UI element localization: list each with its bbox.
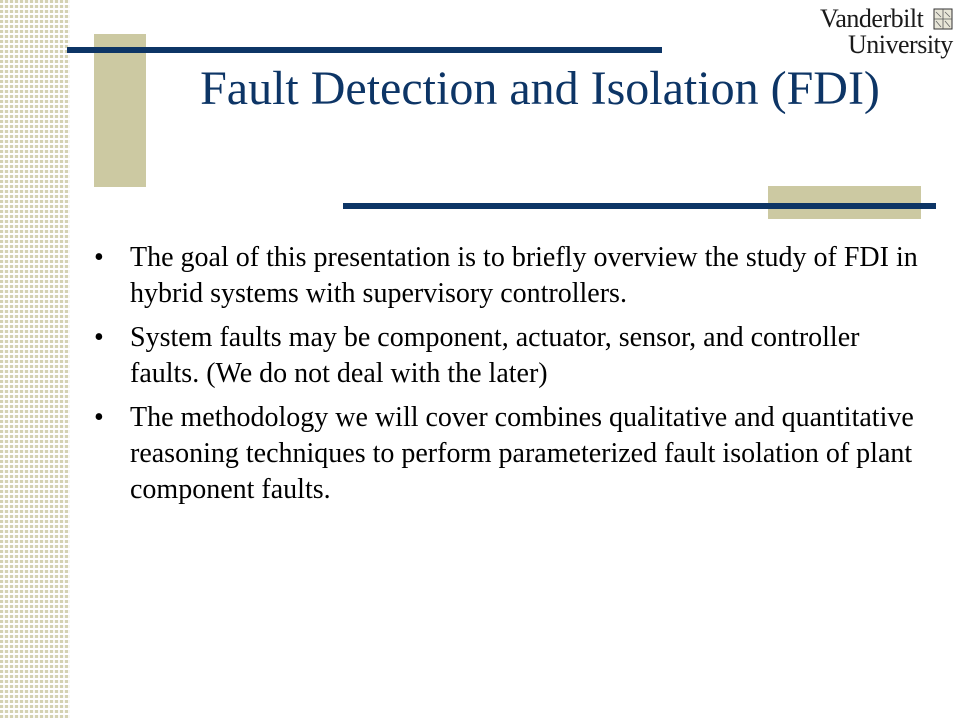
bullet-text: The goal of this presentation is to briefly overview the study of FDI in hybrid systems with supervisory controllers. bbox=[130, 242, 918, 309]
bullet-item bbox=[90, 400, 920, 508]
bullet-marker: • bbox=[94, 322, 104, 353]
logo-text-line2: University bbox=[848, 30, 953, 59]
university-logo bbox=[818, 4, 958, 62]
decorative-stripe-band bbox=[0, 0, 70, 720]
bullet-text: The methodology we will cover combines qualitative and quantitative reasoning techniques to perform parameterized fault isolation of plant component faults. bbox=[130, 402, 914, 505]
bullet-item bbox=[90, 240, 920, 312]
bullet-marker: • bbox=[94, 402, 104, 433]
university-crest-icon bbox=[933, 8, 953, 30]
bullet-list bbox=[90, 240, 920, 516]
bullet-item bbox=[90, 320, 920, 392]
bullet-text: System faults may be component, actuator, sensor, and controller faults. (We do not deal with the later) bbox=[130, 322, 860, 389]
title-rule-top bbox=[67, 47, 662, 53]
slide-title: Fault Detection and Isolation (FDI) bbox=[200, 62, 880, 115]
logo-text-line1: Vanderbilt bbox=[820, 4, 924, 33]
title-rule-bottom bbox=[343, 203, 936, 209]
bullet-marker: • bbox=[94, 242, 104, 273]
